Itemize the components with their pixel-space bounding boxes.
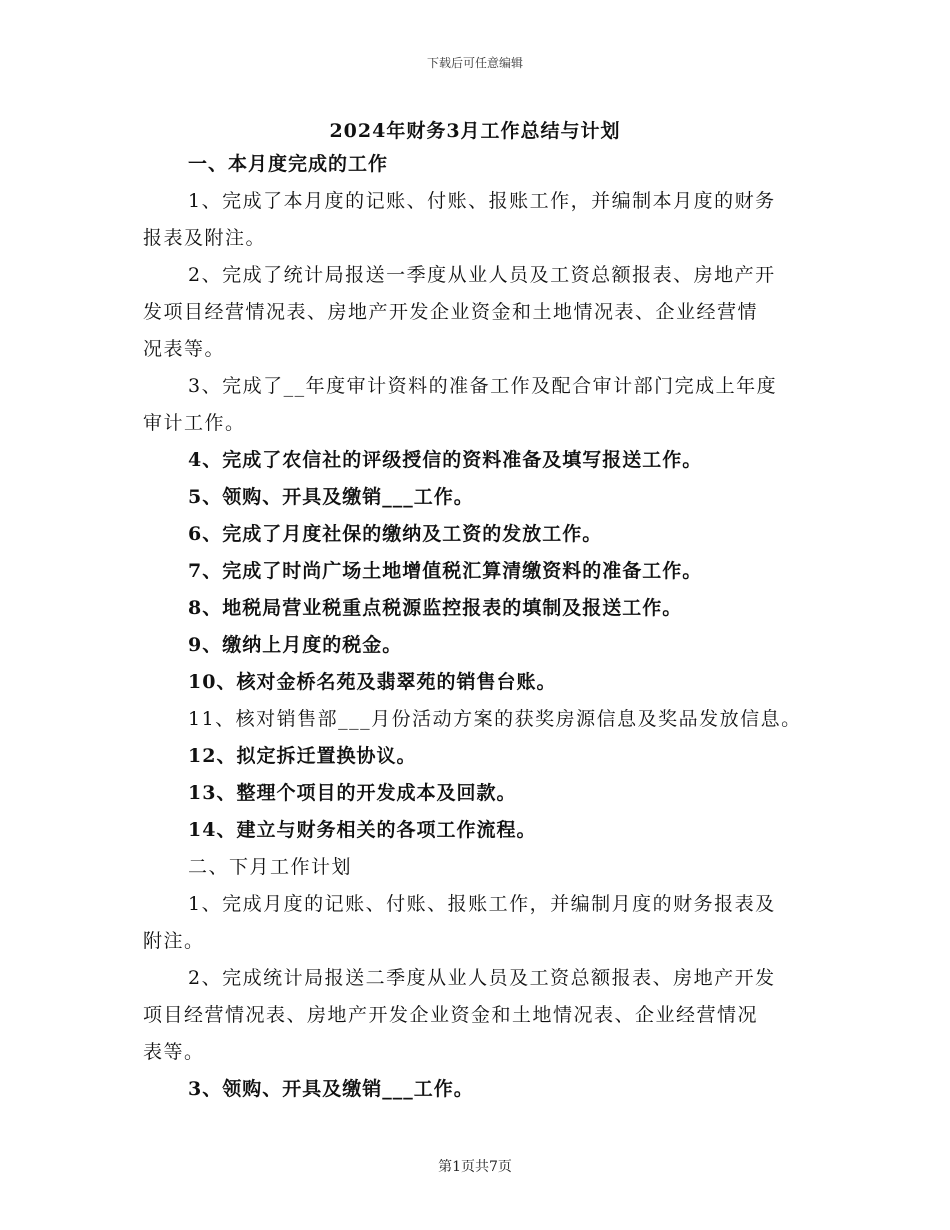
text-line: 表等。	[143, 1041, 205, 1063]
text-line: 附注。	[143, 930, 205, 952]
text-line: 13、整理个项目的开发成本及回款。	[188, 782, 517, 804]
text-line: 项目经营情况表、房地产开发企业资金和土地情况表、企业经营情况	[143, 1004, 759, 1026]
text-line: 5、领购、开具及缴销___工作。	[188, 486, 474, 508]
text-line: 3、领购、开具及缴销___工作。	[188, 1078, 474, 1100]
text-line: 一、本月度完成的工作	[188, 153, 389, 175]
text-line: 报表及附注。	[143, 227, 267, 249]
text-line: 11、核对销售部___月份活动方案的获奖房源信息及奖品发放信息。	[188, 708, 802, 730]
document-body	[143, 146, 833, 1108]
text-line: 14、建立与财务相关的各项工作流程。	[188, 819, 537, 841]
text-line: 7、完成了时尚广场土地增值税汇算清缴资料的准备工作。	[188, 560, 703, 582]
text-line: 6、完成了月度社保的缴纳及工资的发放工作。	[188, 523, 603, 545]
text-line: 10、核对金桥名苑及翡翠苑的销售台账。	[188, 671, 557, 693]
text-line: 发项目经营情况表、房地产开发企业资金和土地情况表、企业经营情	[143, 301, 759, 323]
text-line: 审计工作。	[143, 412, 246, 434]
text-line: 12、拟定拆迁置换协议。	[188, 745, 417, 767]
page-number: 第1页共7页	[438, 1159, 512, 1175]
document-title: 2024年财务3月工作总结与计划	[329, 120, 621, 142]
header-note: 下载后可任意编辑	[426, 56, 523, 70]
text-line: 3、完成了__年度审计资料的准备工作及配合审计部门完成上年度	[188, 375, 778, 397]
text-line: 9、缴纳上月度的税金。	[188, 634, 403, 656]
text-line: 1、完成了本月度的记账、付账、报账工作，并编制本月度的财务	[188, 190, 776, 212]
text-line: 4、完成了农信社的评级授信的资料准备及填写报送工作。	[188, 449, 703, 471]
text-line: 8、地税局营业税重点税源监控报表的填制及报送工作。	[188, 597, 683, 619]
text-line: 2、完成统计局报送二季度从业人员及工资总额报表、房地产开发	[188, 967, 776, 989]
text-line: 二、下月工作计划	[188, 856, 353, 878]
text-line: 况表等。	[143, 338, 226, 360]
text-line: 2、完成了统计局报送一季度从业人员及工资总额报表、房地产开	[188, 264, 776, 286]
text-line: 1、完成月度的记账、付账、报账工作，并编制月度的财务报表及	[188, 893, 776, 915]
